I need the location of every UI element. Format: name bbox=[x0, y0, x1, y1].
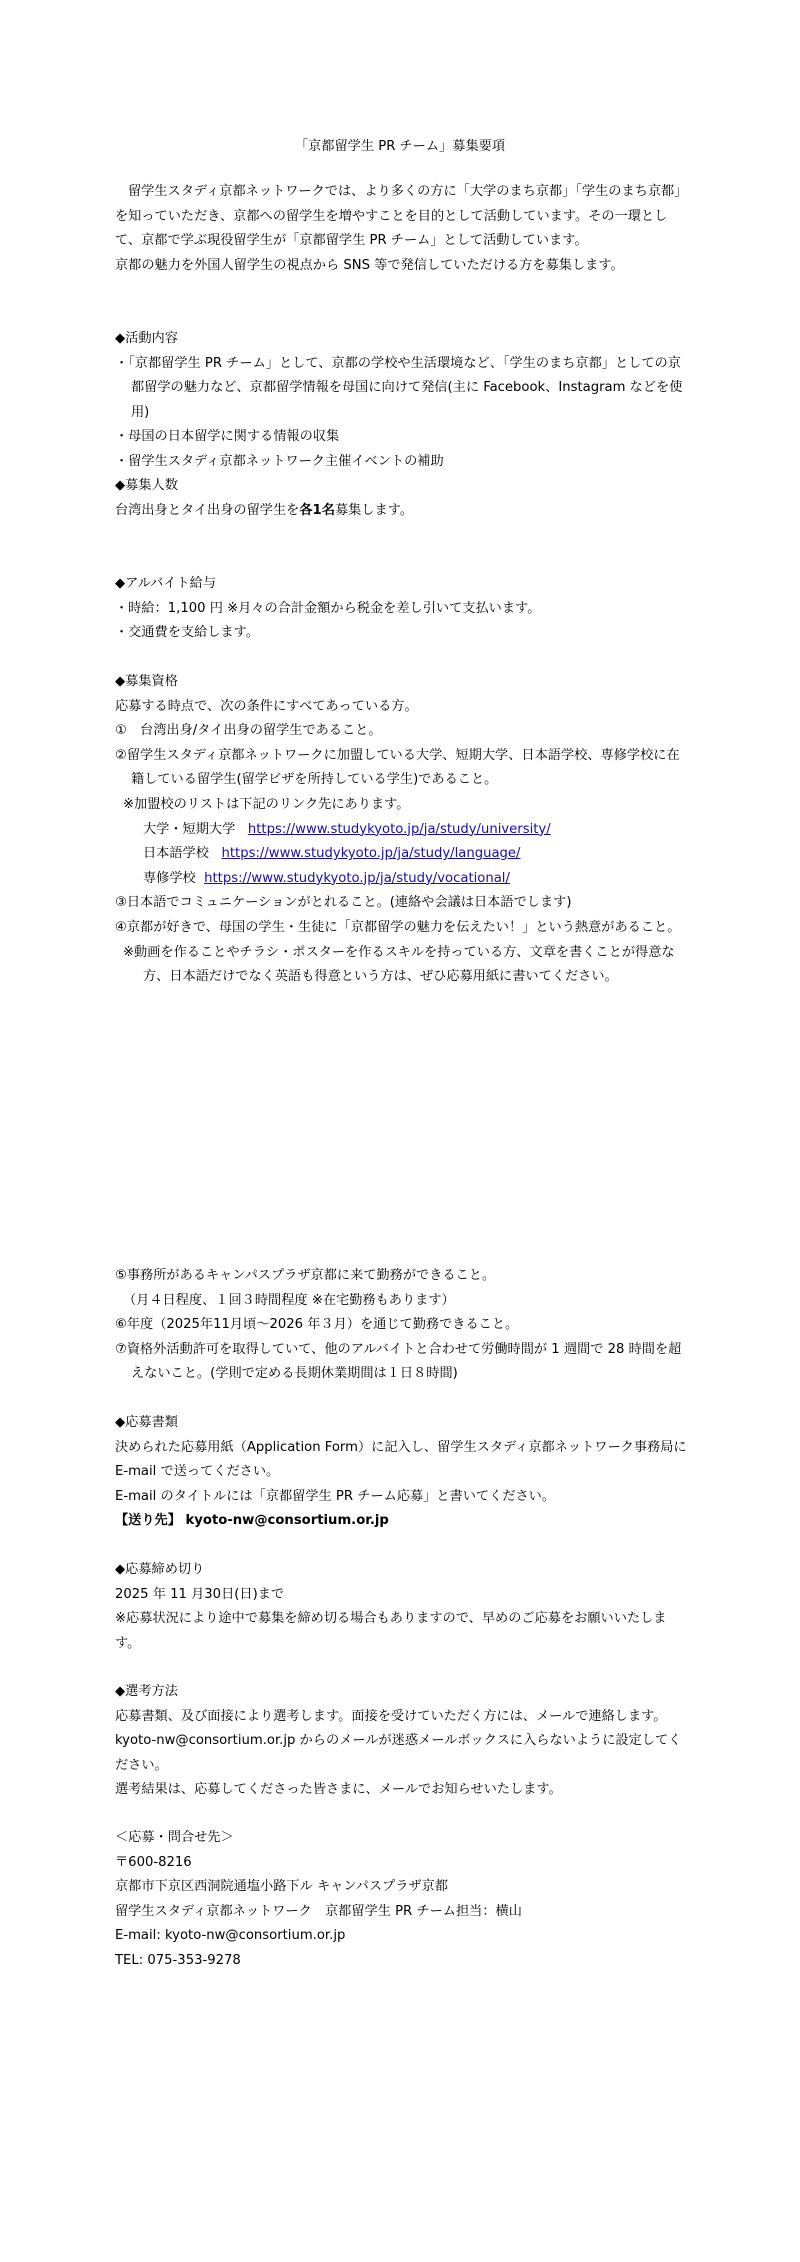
contact-section bbox=[115, 1826, 690, 1974]
qualification-lead: 応募する時点で、次の条件にすべてあっている方。 bbox=[115, 698, 418, 714]
send-to-email: 【送り先】 kyoto-nw@consortium.or.jp bbox=[115, 1513, 389, 1529]
contact-org: 留学生スタディ京都ネットワーク 京都留学生 PR チーム担当：横山 bbox=[115, 1903, 522, 1919]
section-heading: ◆募集資格 bbox=[115, 674, 178, 689]
documents-line: 決められた応募用紙（Application Form）に記入し、留学生スタディ京都ネットワーク事務局に E-mail で送ってください。 bbox=[115, 1439, 687, 1480]
qualification-item-4-note: ※動画を作ることやチラシ・ポスターを作るスキルを持っている方、文章を書くことが得意な方、日本語だけでなく英語も得意という方は、ぜひ応募用紙に書いてください。 bbox=[123, 944, 675, 985]
link-label: 日本語学校 bbox=[143, 846, 209, 862]
university-link[interactable]: https://www.studykyoto.jp/ja/study/university/ bbox=[247, 821, 551, 837]
contact-heading: ＜応募・問合せ先＞ bbox=[115, 1830, 234, 1845]
activity-item: ・留学生スタディ京都ネットワーク主催イベントの補助 bbox=[115, 453, 444, 469]
section-heading: ◆応募書類 bbox=[115, 1415, 178, 1430]
link-label: 専修学校 bbox=[143, 870, 196, 886]
recruit-text bbox=[115, 499, 690, 524]
link-label: 大学・短期大学 bbox=[143, 821, 236, 837]
member-school-link-vocational bbox=[115, 867, 690, 892]
qualification-item-5-note: （月４日程度、１回３時間程度 ※在宅勤務もあります） bbox=[123, 1292, 455, 1308]
intro-section bbox=[115, 180, 690, 278]
contact-tel: TEL: 075-353-9278 bbox=[115, 1952, 241, 1968]
documents-line: E-mail のタイトルには「京都留学生 PR チーム応募」と書いてください。 bbox=[115, 1488, 556, 1504]
qualification-item-1: ① 台湾出身/タイ出身の留学生であること。 bbox=[115, 723, 382, 739]
qualification-item-2-note: ※加盟校のリストは下記のリンク先にあります。 bbox=[123, 796, 410, 812]
vocational-school-link[interactable]: https://www.studykyoto.jp/ja/study/vocational/ bbox=[204, 870, 510, 886]
qualification-item-3: ③日本語でコミュニケーションがとれること。(連絡や会議は日本語でします) bbox=[115, 895, 572, 911]
page-title: 「京都留学生 PR チーム」募集要項 bbox=[294, 139, 506, 154]
language-school-link[interactable]: https://www.studykyoto.jp/ja/study/language/ bbox=[221, 846, 521, 862]
deadline-section bbox=[115, 1558, 690, 1656]
qualification-item-7: ⑦資格外活動許可を取得していて、他のアルバイトと合わせて労働時間が 1 週間で 28 時間を超えないこと。(学則で定める長期休業期間は１日８時間) bbox=[115, 1341, 682, 1382]
section-heading: ◆応募締め切り bbox=[115, 1562, 205, 1577]
intro-paragraph: 留学生スタディ京都ネットワークでは、より多くの方に「大学のまち京都」「学生のまち京都」を知っていただき、京都への留学生を増やすことを目的として活動しています。その一環として、京都で学ぶ現役留学生が「京都留学生 PR チーム」として活動しています。 bbox=[115, 184, 688, 249]
section-heading: ◆アルバイト給与 bbox=[115, 576, 217, 591]
qualification-item-4: ④京都が好きで、母国の学生・生徒に「京都留学の魅力を伝えたい！」という熱意があること。 bbox=[115, 919, 681, 935]
deadline-note: ※応募状況により途中で募集を締め切る場合もありますので、早めのご応募をお願いいたします。 bbox=[115, 1611, 667, 1651]
selection-line: 応募書類、及び面接により選考します。面接を受けていただく方には、メールで連絡します。kyoto-nw@consortium.or.jp からのメールが迷惑メールボックスに入らないように設定してください。 bbox=[115, 1708, 682, 1773]
selection-line: 選考結果は、応募してくださった皆さまに、メールでお知らせいたします。 bbox=[115, 1782, 562, 1798]
salary-item: ・時給：1,100 円 ※月々の合計金額から税金を差し引いて支払います。 bbox=[115, 600, 541, 616]
contact-email: E-mail: kyoto-nw@consortium.or.jp bbox=[115, 1928, 346, 1944]
activity-item: ・母国の日本留学に関する情報の収集 bbox=[115, 429, 340, 445]
qualification-item-5: ⑤事務所があるキャンパスプラザ京都に来て勤務ができること。 bbox=[115, 1268, 496, 1283]
section-heading: ◆活動内容 bbox=[115, 331, 178, 346]
intro-paragraph: 京都の魅力を外国人留学生の視点から SNS 等で発信していただける方を募集します。 bbox=[115, 257, 624, 273]
section-heading: ◆選考方法 bbox=[115, 1684, 178, 1699]
contact-address: 京都市下京区西洞院通塩小路下ル キャンパスプラザ京都 bbox=[115, 1879, 448, 1895]
member-school-link-language bbox=[115, 842, 690, 867]
recruit-count: 各1名 bbox=[299, 502, 335, 518]
recruit-text-part: 募集します。 bbox=[334, 502, 414, 518]
qualification-item-6: ⑥年度（2025年11月頃～2026 年３月）を通じて勤務できること。 bbox=[115, 1317, 519, 1333]
section-heading: ◆募集人数 bbox=[115, 478, 178, 493]
member-school-link-university bbox=[115, 818, 690, 843]
salary-section bbox=[115, 572, 690, 646]
qualification-item-2: ②留学生スタディ京都ネットワークに加盟している大学、短期大学、日本語学校、専修学校に在籍している留学生(留学ビザを所持している学生)であること。 bbox=[115, 747, 680, 788]
qualification-section bbox=[115, 670, 690, 990]
salary-item: ・交通費を支給します。 bbox=[115, 625, 260, 641]
recruit-text-part: 台湾出身とタイ出身の留学生を bbox=[115, 502, 300, 518]
activity-item: ・「京都留学生 PR チーム」として、京都の学校や生活環境など、「学生のまち京都」としての京都留学の魅力など、京都留学情報を母国に向けて発信(主に Facebook、Instagram などを使用) bbox=[115, 355, 683, 420]
qualification-section-continued bbox=[115, 1264, 690, 1387]
documents-section bbox=[115, 1411, 690, 1534]
selection-section bbox=[115, 1680, 690, 1803]
deadline-date: 2025 年 11 月30日(日)まで bbox=[115, 1586, 285, 1602]
contact-postal: 〒600-8216 bbox=[115, 1854, 192, 1870]
recruit-section bbox=[115, 474, 690, 523]
activity-section bbox=[115, 327, 690, 475]
